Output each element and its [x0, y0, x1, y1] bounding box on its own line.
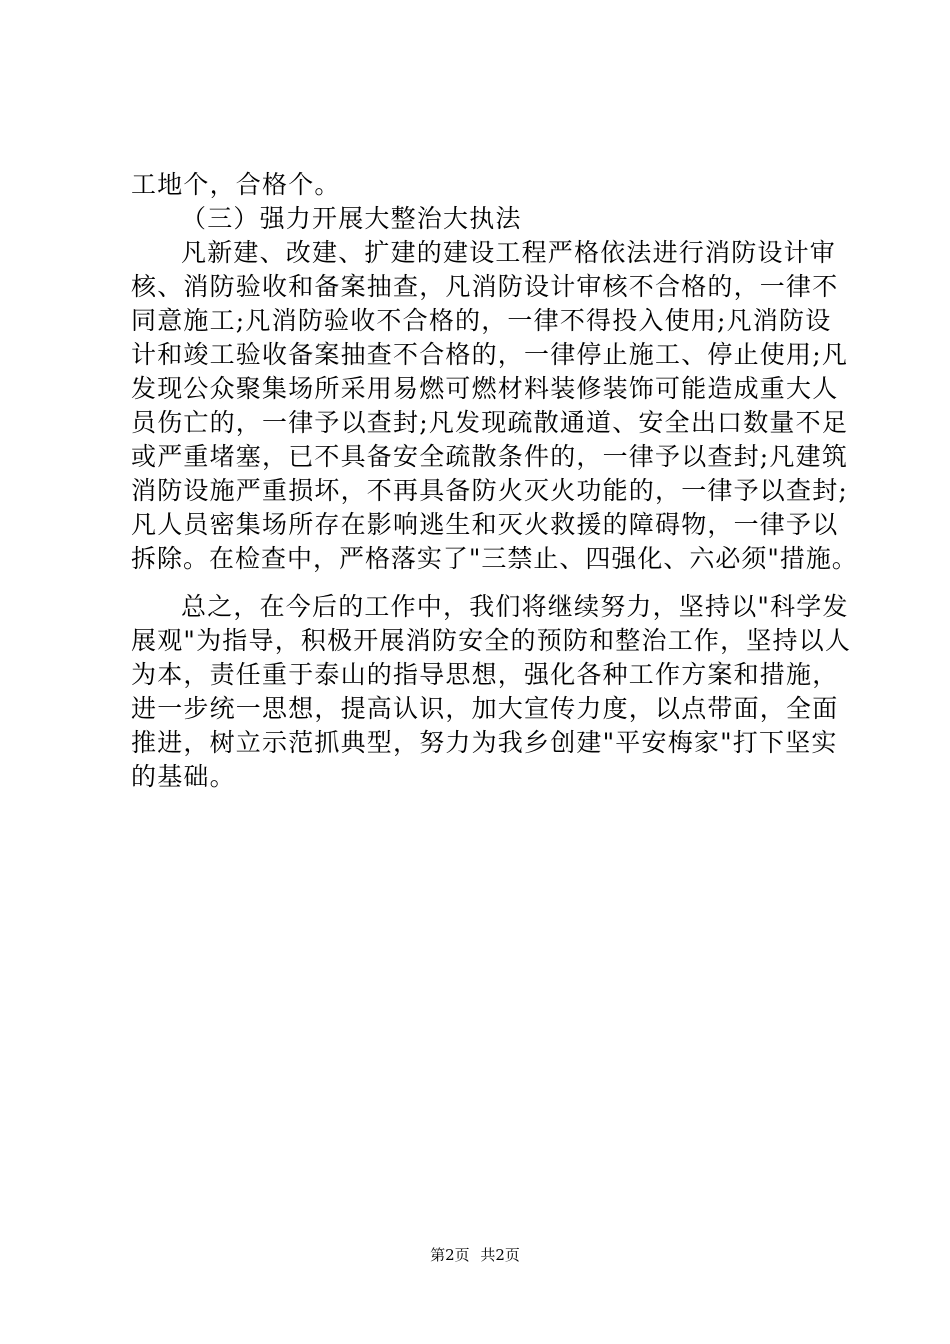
text-line: 消防设施严重损坏，不再具备防火灭火功能的，一律予以查封;	[131, 476, 849, 505]
text-line: 发现公众聚集场所采用易燃可燃材料装修装饰可能造成重大人	[131, 374, 839, 403]
text-line: 或严重堵塞，已不具备安全疏散条件的，一律予以查封;凡建筑	[131, 442, 849, 471]
text-line: 进一步统一思想，提高认识，加大宣传力度，以点带面，全面	[131, 694, 839, 723]
text-line: 的基础。	[131, 762, 236, 791]
page-total: 共2页	[480, 1246, 520, 1264]
text-line: 凡新建、改建、扩建的建设工程严格依法进行消防设计审	[181, 238, 837, 267]
text-line: 凡人员密集场所存在影响逃生和灭火救援的障碍物，一律予以	[131, 510, 839, 539]
text-line: 为本，责任重于泰山的指导思想，强化各种工作方案和措施，	[131, 660, 839, 689]
section-heading: （三）强力开展大整治大执法	[181, 204, 522, 233]
text-line: 同意施工;凡消防验收不合格的，一律不得投入使用;凡消防设	[131, 306, 832, 335]
page-footer	[0, 1245, 950, 1265]
text-line: 核、消防验收和备案抽查，凡消防设计审核不合格的，一律不	[131, 272, 839, 301]
text-line: 总之，在今后的工作中，我们将继续努力，坚持以"科学发	[181, 592, 849, 621]
text-line: 展观"为指导，积极开展消防安全的预防和整治工作，坚持以人	[131, 626, 852, 655]
text-line: 员伤亡的，一律予以查封;凡发现疏散通道、安全出口数量不足	[131, 408, 849, 437]
text-line: 拆除。在检查中，严格落实了"三禁止、四强化、六必须"措施。	[131, 544, 858, 573]
text-line: 工地个，合格个。	[131, 170, 341, 199]
text-line: 推进，树立示范抓典型，努力为我乡创建"平安梅家"打下坚实	[131, 728, 838, 757]
page-number: 第2页	[430, 1246, 470, 1264]
text-line: 计和竣工验收备案抽查不合格的，一律停止施工、停止使用;凡	[131, 340, 849, 369]
